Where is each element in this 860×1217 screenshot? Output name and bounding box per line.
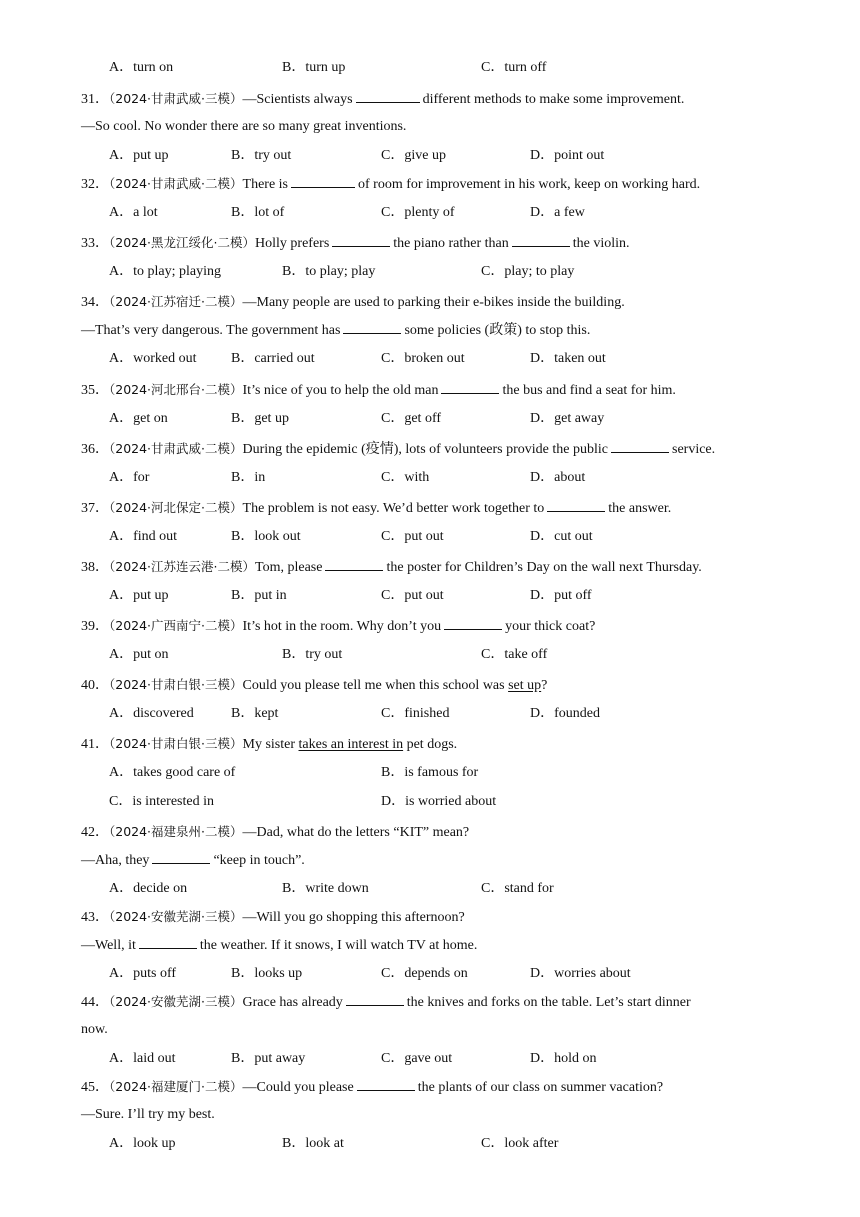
option-a: A．takes good care of [109, 765, 236, 780]
option-d: D．founded [530, 706, 600, 721]
question-text: —That’s very dangerous. The government has [81, 323, 341, 338]
option-c: C．get off [381, 411, 442, 426]
answer-blank [325, 558, 383, 571]
question-text: Tom, please [255, 560, 323, 575]
answer-blank [444, 617, 502, 630]
question-text: the plants of our class on summer vacation? [417, 1080, 664, 1095]
question-source: （2024·江苏连云港·二模） [109, 559, 256, 574]
option-c: C．finished [381, 706, 450, 721]
question-number: 35． [81, 383, 109, 398]
question-text: the bus and find a seat for him. [502, 383, 676, 398]
option-b: B．try out [231, 148, 292, 163]
question-number: 32． [81, 177, 109, 192]
question-number: 36． [81, 442, 109, 457]
underlined-phrase: takes an interest in [298, 737, 404, 752]
option-a: A．laid out [109, 1051, 176, 1066]
option-d: D．a few [530, 205, 585, 220]
question-source: （2024·甘肃白银·三模） [109, 677, 243, 692]
option-b: B．get up [231, 411, 289, 426]
option-c: C．depends on [381, 966, 468, 981]
question-line [81, 499, 671, 518]
question-line [81, 321, 590, 340]
question-text: different methods to make some improvement. [422, 92, 685, 107]
question-line [81, 381, 676, 400]
question-text: —Well, it [81, 938, 136, 953]
question-text: Holly prefers [255, 236, 330, 251]
option-b: B．look at [282, 1136, 344, 1151]
question-source: （2024·福建厦门·二模） [109, 1079, 243, 1094]
option-b: B．to play; play [282, 264, 376, 279]
question-text: There is [242, 177, 288, 192]
answer-blank [512, 234, 570, 247]
question-text: pet dogs. [406, 737, 458, 752]
option-c: C．with [381, 470, 430, 485]
option-d: D．is worried about [381, 794, 497, 809]
answer-blank [152, 851, 210, 864]
question-line [81, 735, 457, 754]
question-text: ? [541, 678, 548, 693]
question-line [81, 676, 547, 695]
question-text: —Will you go shopping this afternoon? [242, 910, 465, 925]
option-b: B．in [231, 470, 266, 485]
question-line [81, 558, 702, 577]
option-a: A．put up [109, 148, 169, 163]
question-source: （2024·甘肃白银·三模） [109, 736, 243, 751]
option-c: C．is interested in [109, 794, 214, 809]
question-line [81, 993, 691, 1012]
option-a: A．to play; playing [109, 264, 221, 279]
question-number: 44． [81, 995, 109, 1010]
answer-blank [547, 499, 605, 512]
question-source: （2024·黑龙江绥化·二模） [109, 235, 256, 250]
question-text: service. [672, 442, 716, 457]
option-b: B．lot of [231, 205, 285, 220]
question-line [81, 908, 465, 927]
option-c: C．put out [381, 529, 444, 544]
question-number: 34． [81, 295, 109, 310]
option-b: B．look out [231, 529, 301, 544]
question-line [81, 293, 625, 312]
answer-blank [139, 936, 197, 949]
question-line [81, 234, 630, 253]
question-text: the answer. [608, 501, 672, 516]
option-d: D．put off [530, 588, 592, 603]
question-text: —Dad, what do the letters “KIT” mean? [242, 825, 470, 840]
question-line [81, 1078, 663, 1097]
option-a: A．puts off [109, 966, 177, 981]
option-b: B．write down [282, 881, 369, 896]
option-a: A．turn on [109, 60, 174, 75]
question-source: （2024·安徽芜湖·三模） [109, 909, 243, 924]
answer-blank [332, 234, 390, 247]
question-source: （2024·福建泉州·二模） [109, 824, 243, 839]
option-a: A．put up [109, 588, 169, 603]
answer-blank [346, 993, 404, 1006]
option-c: C．broken out [381, 351, 465, 366]
question-text: the piano rather than [393, 236, 509, 251]
question-text: —Scientists always [242, 92, 353, 107]
option-a: A．a lot [109, 205, 158, 220]
underlined-phrase: set up [508, 678, 542, 693]
question-source: （2024·广西南宁·二模） [109, 618, 243, 633]
question-number: 33． [81, 236, 109, 251]
question-number: 31． [81, 92, 109, 107]
question-source: （2024·江苏宿迁·二模） [109, 294, 243, 309]
answer-blank [441, 381, 499, 394]
option-d: D．cut out [530, 529, 593, 544]
question-text: the knives and forks on the table. Let’s start dinner [406, 995, 691, 1010]
question-source: （2024·河北保定·二模） [109, 500, 243, 515]
option-c: C．give up [381, 148, 446, 163]
question-text: —Many people are used to parking their e-bikes inside the building. [242, 295, 625, 310]
answer-blank [356, 90, 420, 103]
option-c: C．turn off [481, 60, 547, 75]
question-text: During the epidemic (疫情), lots of volunteers provide the public [242, 442, 608, 457]
question-text: the weather. If it snows, I will watch TV at home. [199, 938, 478, 953]
question-text: some policies (政策) to stop this. [404, 323, 591, 338]
question-text: your thick coat? [505, 619, 596, 634]
question-source: （2024·甘肃武威·二模） [109, 176, 243, 191]
question-line: —So cool. No wonder there are so many great inventions. [81, 119, 407, 134]
question-number: 42． [81, 825, 109, 840]
question-line [81, 440, 715, 459]
option-b: B．looks up [231, 966, 303, 981]
option-b: B．kept [231, 706, 279, 721]
question-text: My sister [242, 737, 296, 752]
option-b: B．try out [282, 647, 343, 662]
question-text: —Aha, they [81, 853, 150, 868]
question-text: The problem is not easy. We’d better work together to [242, 501, 545, 516]
question-line [81, 617, 595, 636]
question-line: now. [81, 1022, 108, 1037]
answer-blank [357, 1078, 415, 1091]
question-line [81, 90, 684, 109]
option-d: D．point out [530, 148, 605, 163]
answer-blank [611, 440, 669, 453]
question-line [81, 851, 305, 870]
option-b: B．carried out [231, 351, 315, 366]
question-number: 40． [81, 678, 109, 693]
option-c: C．put out [381, 588, 444, 603]
option-b: B．put away [231, 1051, 306, 1066]
option-b: B．turn up [282, 60, 346, 75]
question-source: （2024·河北邢台·二模） [109, 382, 243, 397]
question-line [81, 175, 700, 194]
option-c: C．stand for [481, 881, 554, 896]
question-line: —Sure. I’ll try my best. [81, 1107, 215, 1122]
answer-blank [291, 175, 355, 188]
question-text: the poster for Children’s Day on the wall next Thursday. [386, 560, 702, 575]
option-a: A．find out [109, 529, 178, 544]
option-c: C．gave out [381, 1051, 453, 1066]
question-number: 45． [81, 1080, 109, 1095]
option-d: D．get away [530, 411, 605, 426]
question-source: （2024·安徽芜湖·三模） [109, 994, 243, 1009]
question-text: It’s nice of you to help the old man [242, 383, 439, 398]
option-c: C．plenty of [381, 205, 455, 220]
option-a: A．put on [109, 647, 169, 662]
option-a: A．decide on [109, 881, 188, 896]
question-line [81, 823, 469, 842]
option-a: A．look up [109, 1136, 176, 1151]
question-text: Grace has already [242, 995, 343, 1010]
option-a: A．discovered [109, 706, 194, 721]
question-text: Could you please tell me when this school was [242, 678, 505, 693]
option-a: A．worked out [109, 351, 197, 366]
option-d: D．worries about [530, 966, 631, 981]
option-d: D．taken out [530, 351, 606, 366]
question-number: 37． [81, 501, 109, 516]
option-a: A．for [109, 470, 150, 485]
question-text: “keep in touch”. [213, 853, 305, 868]
question-line [81, 936, 477, 955]
option-a: A．get on [109, 411, 168, 426]
answer-blank [343, 321, 401, 334]
question-text: —Could you please [242, 1080, 354, 1095]
question-text: It’s hot in the room. Why don’t you [242, 619, 442, 634]
option-d: D．about [530, 470, 586, 485]
question-number: 41． [81, 737, 109, 752]
option-b: B．put in [231, 588, 287, 603]
question-text: of room for improvement in his work, keep on working hard. [358, 177, 701, 192]
question-number: 38． [81, 560, 109, 575]
option-c: C．play; to play [481, 264, 575, 279]
option-c: C．look after [481, 1136, 559, 1151]
option-b: B．is famous for [381, 765, 479, 780]
option-d: D．hold on [530, 1051, 597, 1066]
question-source: （2024·甘肃武威·三模） [109, 91, 243, 106]
question-source: （2024·甘肃武威·二模） [109, 441, 243, 456]
question-text: the violin. [572, 236, 630, 251]
question-number: 39． [81, 619, 109, 634]
question-number: 43． [81, 910, 109, 925]
option-c: C．take off [481, 647, 548, 662]
